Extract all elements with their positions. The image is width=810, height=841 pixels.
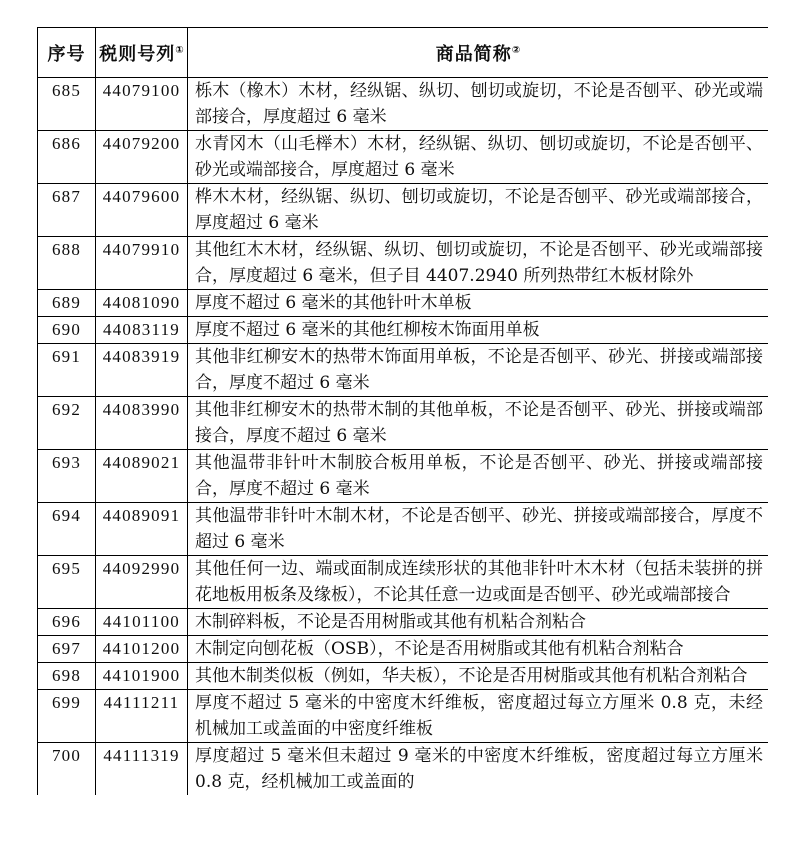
row-code: 44089021 bbox=[96, 450, 188, 503]
row-code: 44079200 bbox=[96, 131, 188, 184]
row-desc: 其他温带非针叶木制木材，不论是否刨平、砂光、拼接或端部接合，厚度不超过 6 毫米 bbox=[195, 506, 763, 552]
row-code: 44079100 bbox=[96, 78, 188, 131]
table-row bbox=[38, 503, 769, 556]
row-code: 44092990 bbox=[96, 556, 188, 609]
row-seq: 694 bbox=[38, 503, 96, 556]
row-code: 44101900 bbox=[96, 663, 188, 690]
table-row bbox=[38, 636, 769, 663]
row-seq: 688 bbox=[38, 237, 96, 290]
row-desc: 木制定向刨花板（OSB），不论是否用树脂或其他有机粘合剂粘合 bbox=[195, 639, 684, 659]
row-code: 44083119 bbox=[96, 317, 188, 344]
row-desc: 其他非红柳安木的热带木饰面用单板，不论是否刨平、砂光、拼接或端部接合，厚度不超过 6 毫米 bbox=[195, 347, 763, 393]
col-header-desc bbox=[188, 28, 769, 78]
row-seq: 692 bbox=[38, 397, 96, 450]
table-row bbox=[38, 290, 769, 317]
row-seq: 698 bbox=[38, 663, 96, 690]
row-seq: 695 bbox=[38, 556, 96, 609]
table-row bbox=[38, 344, 769, 397]
col-header-code-label: 税则号列 bbox=[99, 43, 176, 65]
row-seq: 697 bbox=[38, 636, 96, 663]
row-code: 44079600 bbox=[96, 184, 188, 237]
col-header-code-superscript: ① bbox=[175, 44, 184, 56]
table-row bbox=[38, 184, 769, 237]
col-header-desc-superscript: ② bbox=[511, 44, 521, 56]
table-row bbox=[38, 609, 769, 636]
col-header-seq bbox=[38, 28, 96, 78]
row-desc: 厚度不超过 5 毫米的中密度木纤维板，密度超过每立方厘米 0.8 克，未经机械加工或盖面的中密度纤维板 bbox=[195, 693, 763, 739]
row-desc: 木制碎料板，不论是否用树脂或其他有机粘合剂粘合 bbox=[195, 612, 586, 632]
col-header-code bbox=[96, 28, 188, 78]
row-desc: 厚度不超过 6 毫米的其他红柳桉木饰面用单板 bbox=[195, 320, 540, 340]
row-code: 44111211 bbox=[96, 690, 188, 743]
row-seq: 687 bbox=[38, 184, 96, 237]
tariff-table bbox=[37, 27, 768, 795]
row-seq: 693 bbox=[38, 450, 96, 503]
row-desc: 其他任何一边、端或面制成连续形状的其他非针叶木木材（包括未装拼的拼花地板用板条及缘板），不论其任意一边或面是否刨平、砂光或端部接合 bbox=[195, 559, 763, 605]
row-desc: 其他红木木材，经纵锯、纵切、刨切或旋切，不论是否刨平、砂光或端部接合，厚度超过 6 毫米，但子目 4407.2940 所列热带红木板材除外 bbox=[195, 240, 763, 286]
table-row bbox=[38, 743, 769, 796]
table-body bbox=[38, 78, 769, 796]
row-desc: 厚度超过 5 毫米但未超过 9 毫米的中密度木纤维板，密度超过每立方厘米 0.8 克，经机械加工或盖面的 bbox=[195, 746, 763, 792]
row-desc: 其他木制类似板（例如，华夫板），不论是否用树脂或其他有机粘合剂粘合 bbox=[195, 666, 748, 686]
row-code: 44101200 bbox=[96, 636, 188, 663]
row-desc: 厚度不超过 6 毫米的其他针叶木单板 bbox=[195, 293, 472, 313]
row-desc: 栎木（橡木）木材，经纵锯、纵切、刨切或旋切，不论是否刨平、砂光或端部接合，厚度超过 6 毫米 bbox=[195, 81, 763, 127]
row-seq: 699 bbox=[38, 690, 96, 743]
row-seq: 685 bbox=[38, 78, 96, 131]
row-desc: 其他非红柳安木的热带木制的其他单板，不论是否刨平、砂光、拼接或端部接合，厚度不超过 6 毫米 bbox=[195, 400, 763, 446]
table-row bbox=[38, 556, 769, 609]
row-seq: 690 bbox=[38, 317, 96, 344]
row-seq: 689 bbox=[38, 290, 96, 317]
row-code: 44081090 bbox=[96, 290, 188, 317]
row-code: 44111319 bbox=[96, 743, 188, 796]
row-seq: 696 bbox=[38, 609, 96, 636]
row-seq: 700 bbox=[38, 743, 96, 796]
table-row bbox=[38, 317, 769, 344]
table-row bbox=[38, 237, 769, 290]
row-code: 44089091 bbox=[96, 503, 188, 556]
table-row bbox=[38, 690, 769, 743]
row-code: 44083990 bbox=[96, 397, 188, 450]
row-seq: 691 bbox=[38, 344, 96, 397]
table-header bbox=[38, 28, 769, 78]
row-desc: 水青冈木（山毛榉木）木材，经纵锯、纵切、刨切或旋切，不论是否刨平、砂光或端部接合，厚度超过 6 毫米 bbox=[195, 134, 763, 180]
table-row bbox=[38, 78, 769, 131]
col-header-seq-label: 序号 bbox=[47, 43, 86, 65]
row-desc: 桦木木材，经纵锯、纵切、刨切或旋切，不论是否刨平、砂光或端部接合，厚度超过 6 毫米 bbox=[195, 187, 763, 233]
table-row bbox=[38, 131, 769, 184]
row-seq: 686 bbox=[38, 131, 96, 184]
header-row bbox=[38, 28, 769, 78]
row-code: 44101100 bbox=[96, 609, 188, 636]
table-row bbox=[38, 397, 769, 450]
row-code: 44083919 bbox=[96, 344, 188, 397]
row-code: 44079910 bbox=[96, 237, 188, 290]
table-row bbox=[38, 663, 769, 690]
col-header-desc-label: 商品简称 bbox=[435, 43, 512, 65]
row-desc: 其他温带非针叶木制胶合板用单板，不论是否刨平、砂光、拼接或端部接合，厚度不超过 6 毫米 bbox=[195, 453, 763, 499]
table-row bbox=[38, 450, 769, 503]
